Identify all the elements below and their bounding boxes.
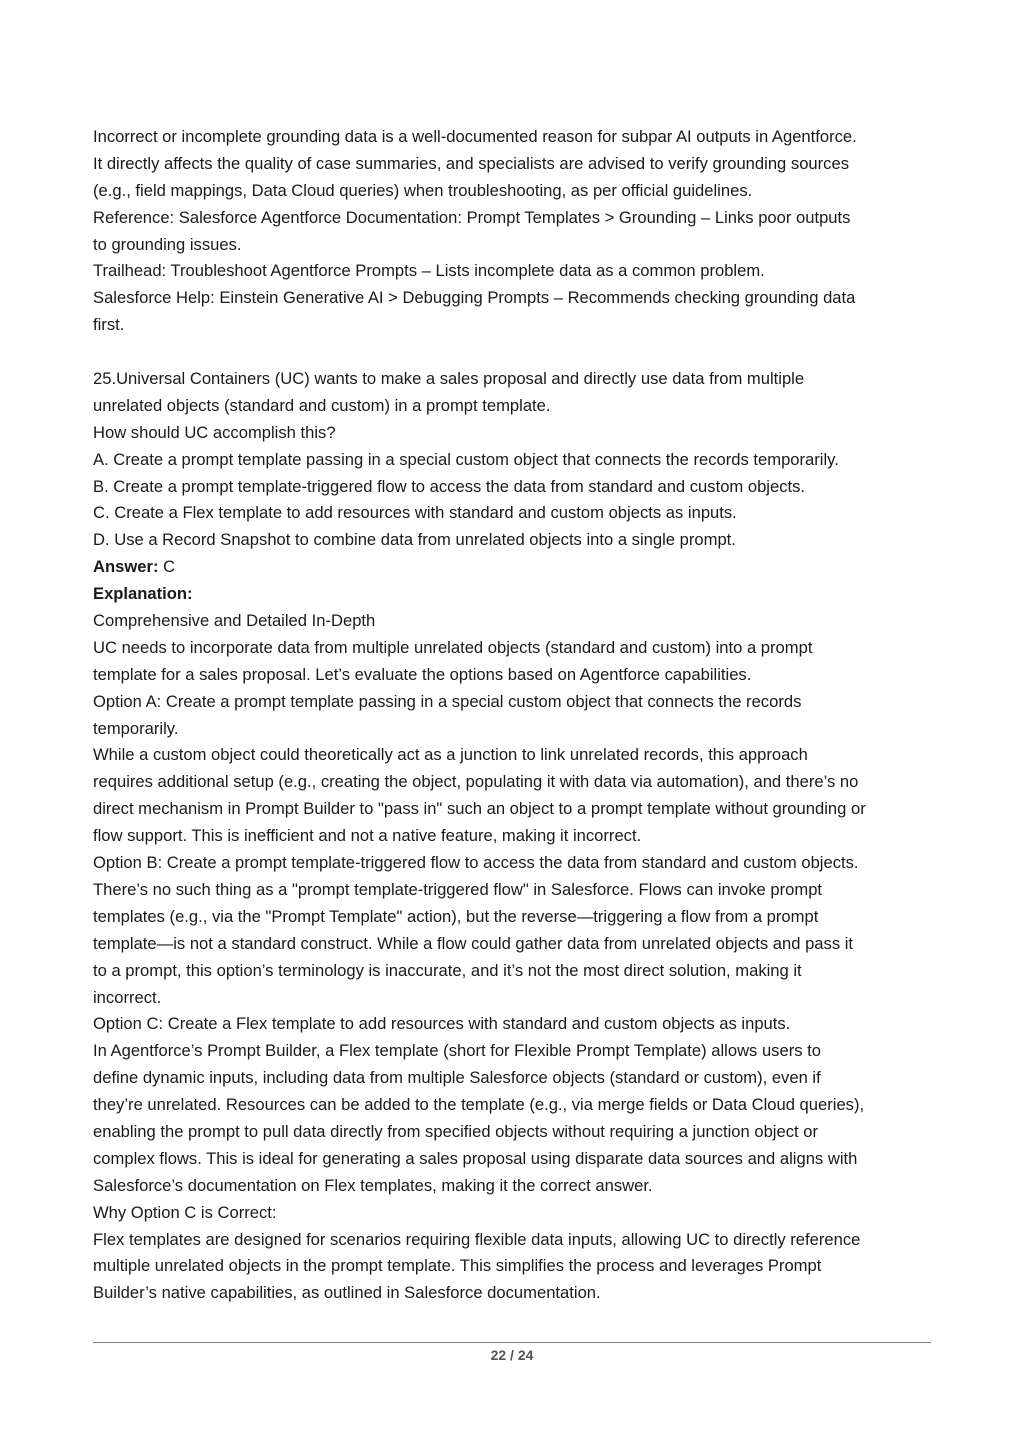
paragraph-line: It directly affects the quality of case summaries, and specialists are advised to verify grounding sources (93, 153, 849, 173)
explanation-line: to a prompt, this option’s terminology is inaccurate, and it’s not the most direct solution, making it (93, 960, 802, 980)
explanation-label: Explanation: (93, 584, 193, 604)
explanation-line: Why Option C is Correct: (93, 1202, 277, 1222)
explanation-line: Option C: Create a Flex template to add resources with standard and custom objects as inputs. (93, 1014, 791, 1034)
explanation-line: There’s no such thing as a "prompt template-triggered flow" in Salesforce. Flows can invoke prompt (93, 879, 823, 899)
answer-label: Answer: (93, 557, 159, 577)
answer-value: C (158, 557, 176, 577)
explanation-line: complex flows. This is ideal for generating a sales proposal using disparate data sources and aligns with (93, 1148, 858, 1168)
explanation-line: Option B: Create a prompt template-triggered flow to access the data from standard and custom objects. (93, 853, 859, 873)
explanation-line: While a custom object could theoretically act as a junction to link unrelated records, this approach (93, 745, 808, 765)
footer-divider (93, 1342, 931, 1343)
explanation-line: Option A: Create a prompt template passing in a special custom object that connects the records (93, 691, 802, 711)
reference-line: Reference: Salesforce Agentforce Documentation: Prompt Templates > Grounding – Links poor outputs (93, 207, 851, 227)
explanation-line: template for a sales proposal. Let’s evaluate the options based on Agentforce capabilities. (93, 664, 752, 684)
explanation-line: flow support. This is inefficient and not a native feature, making it incorrect. (93, 826, 642, 846)
reference-line: Salesforce Help: Einstein Generative AI > Debugging Prompts – Recommends checking grounding data (93, 288, 856, 308)
explanation-line: template—is not a standard construct. While a flow could gather data from unrelated objects and pass it (93, 933, 854, 953)
question-stem-line: How should UC accomplish this? (93, 422, 336, 442)
option-a: A. Create a prompt template passing in a special custom object that connects the records temporarily. (93, 449, 839, 469)
explanation-line: templates (e.g., via the "Prompt Template" action), but the reverse—triggering a flow from a prompt (93, 906, 819, 926)
explanation-line: UC needs to incorporate data from multiple unrelated objects (standard and custom) into a prompt (93, 637, 813, 657)
paragraph-line: (e.g., field mappings, Data Cloud queries) when troubleshooting, as per official guidelines. (93, 180, 753, 200)
explanation-line: multiple unrelated objects in the prompt template. This simplifies the process and leverages Prompt (93, 1256, 822, 1276)
explanation-line: enabling the prompt to pull data directly from specified objects without requiring a junction object or (93, 1121, 818, 1141)
explanation-line: requires additional setup (e.g., creating the object, populating it with data via automation), and there’s no (93, 772, 859, 792)
page-number: 22 / 24 (490, 1347, 534, 1363)
paragraph-spacer (93, 339, 938, 366)
reference-line: Trailhead: Troubleshoot Agentforce Prompts – Lists incomplete data as a common problem. (93, 261, 765, 281)
reference-line: first. (93, 315, 125, 335)
explanation-line: Flex templates are designed for scenarios requiring flexible data inputs, allowing UC to directly reference (93, 1229, 861, 1249)
question-stem-line: 25.Universal Containers (UC) wants to make a sales proposal and directly use data from multiple (93, 369, 805, 389)
explanation-line: Comprehensive and Detailed In-Depth (93, 611, 376, 631)
explanation-line: Salesforce’s documentation on Flex templates, making it the correct answer. (93, 1175, 653, 1195)
explanation-line: define dynamic inputs, including data from multiple Salesforce objects (standard or custom), even if (93, 1068, 821, 1088)
option-b: B. Create a prompt template-triggered flow to access the data from standard and custom objects. (93, 476, 806, 496)
explanation-line: Builder’s native capabilities, as outlined in Salesforce documentation. (93, 1283, 601, 1303)
question-stem-line: unrelated objects (standard and custom) in a prompt template. (93, 395, 551, 415)
explanation-line: incorrect. (93, 987, 162, 1007)
explanation-line: temporarily. (93, 718, 179, 738)
explanation-line: direct mechanism in Prompt Builder to "pass in" such an object to a prompt template without grounding or (93, 799, 866, 819)
page-content (93, 124, 938, 1307)
option-c: C. Create a Flex template to add resources with standard and custom objects as inputs. (93, 503, 737, 523)
reference-line: to grounding issues. (93, 234, 242, 254)
answer-line (93, 554, 938, 581)
paragraph-line: Incorrect or incomplete grounding data is a well-documented reason for subpar AI outputs in Agentforce. (93, 127, 857, 146)
option-d: D. Use a Record Snapshot to combine data from unrelated objects into a single prompt. (93, 530, 736, 550)
explanation-line: they’re unrelated. Resources can be added to the template (e.g., via merge fields or Data Cloud queries), (93, 1095, 865, 1115)
explanation-line: In Agentforce’s Prompt Builder, a Flex template (short for Flexible Prompt Template) allows users to (93, 1041, 821, 1061)
